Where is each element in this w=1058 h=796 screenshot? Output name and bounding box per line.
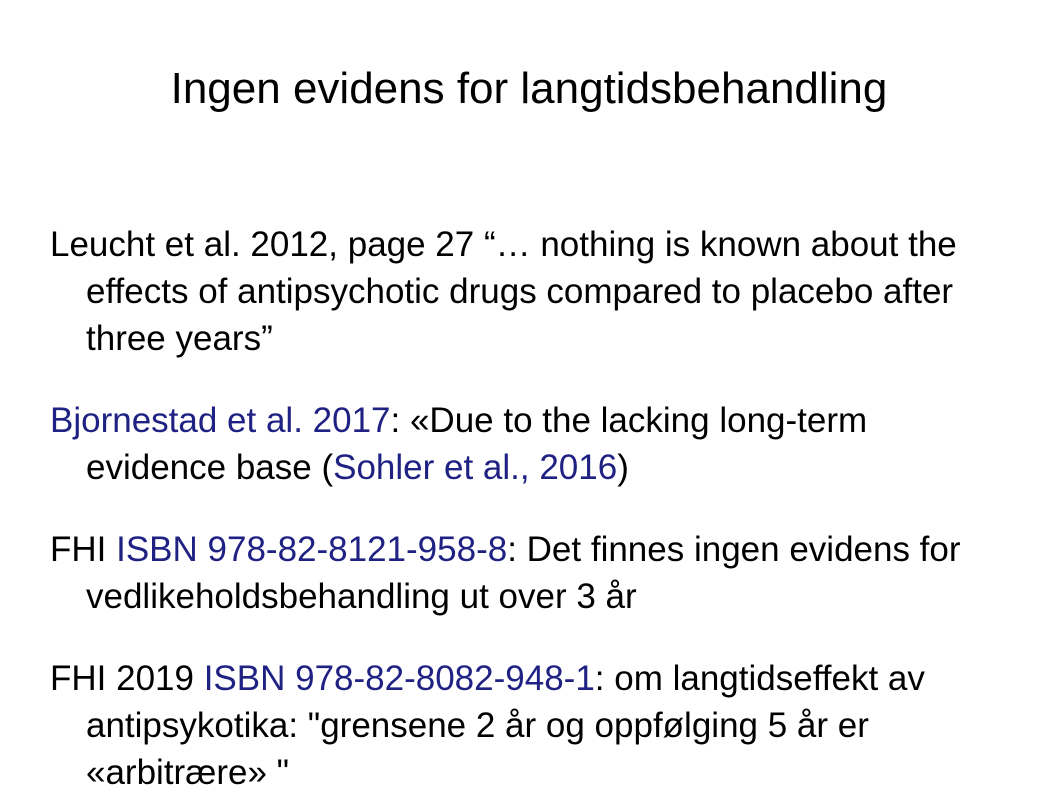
citation-link[interactable]: Sohler et al., 2016 [333,448,618,487]
slide-body [50,186,1012,796]
bullet-text: : om langtidseffekt av antipsykotika: "grensene 2 år og oppfølging 5 år er «arbitrære» " [86,659,925,792]
isbn-link[interactable]: ISBN 978-82-8121-958-8 [116,530,508,569]
isbn-link[interactable]: ISBN 978-82-8082-948-1 [203,659,595,698]
bullet-text: : Det finnes ingen evidens for vedlikeholdsbehandling ut over 3 år [86,530,961,616]
bullet-text: : «Due to the lacking long-term evidence base ( [86,401,868,487]
bullet-text: ) [617,448,629,487]
list-item [50,655,1012,796]
list-item [50,526,1012,620]
list-item [50,221,1012,362]
bullet-text: Leucht et al. 2012, page 27 “… nothing is known about the effects of antipsychotic drugs compared to placebo after three years” [50,225,957,358]
list-item [50,397,1012,491]
bullet-text: FHI [50,530,117,569]
citation-link[interactable]: Bjornestad et al. 2017 [50,401,391,440]
page-title: Ingen evidens for langtidsbehandling [170,64,888,113]
bullet-text: FHI 2019 [50,659,204,698]
